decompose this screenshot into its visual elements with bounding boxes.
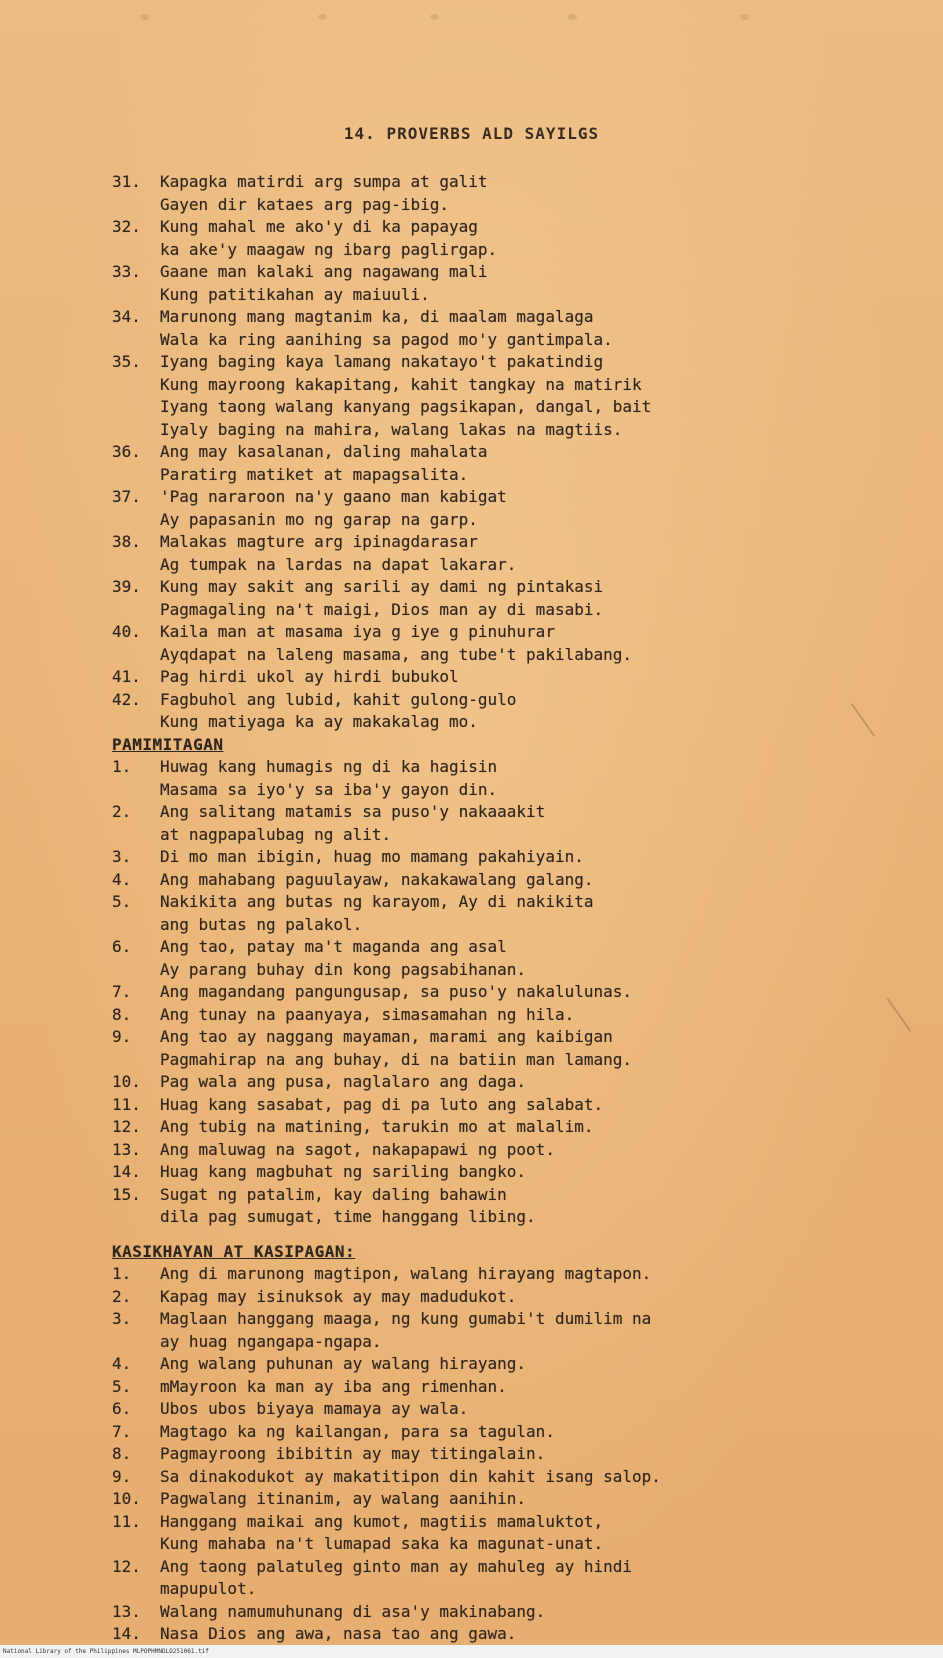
proverb-item bbox=[112, 981, 912, 1004]
proverb-number: 10. bbox=[112, 1489, 141, 1508]
proverb-line: Pagmahirap na ang buhay, di na batiin man lamang. bbox=[160, 1049, 633, 1069]
proverb-line: Kung mahal me ako'y di ka papayag bbox=[160, 217, 478, 236]
proverb-item bbox=[112, 801, 912, 824]
proverb-number: 39. bbox=[112, 577, 141, 596]
proverb-line: Gayen dir kataes arg pag-ibig. bbox=[160, 194, 449, 214]
proverb-line: Ang maluwag na sagot, nakapapawi ng poot. bbox=[160, 1139, 555, 1159]
proverb-line: at nagpapalubag ng alit. bbox=[160, 824, 392, 844]
proverb-item bbox=[112, 1139, 912, 1162]
proverb-number: 6. bbox=[112, 937, 132, 956]
proverb-number: 36. bbox=[112, 442, 141, 461]
proverb-line: Ang di marunong magtipon, walang hirayang magtapon. bbox=[160, 1264, 652, 1283]
proverb-line: Iyang taong walang kanyang pagsikapan, dangal, bait bbox=[160, 397, 652, 416]
proverb-number: 6. bbox=[112, 1399, 132, 1418]
proverb-item bbox=[112, 1308, 912, 1331]
proverb-line: Kung mayroong kakapitang, kahit tangkay na matirik bbox=[160, 374, 642, 394]
proverb-item bbox=[112, 1161, 912, 1184]
staple-hole bbox=[318, 14, 327, 20]
proverb-number: 2. bbox=[112, 1286, 132, 1306]
proverb-line: Fagbuhol ang lubid, kahit gulong-gulo bbox=[160, 689, 517, 709]
proverb-item bbox=[112, 621, 912, 644]
proverb-number: 13. bbox=[112, 1601, 141, 1621]
proverb-number: 7. bbox=[112, 1421, 132, 1441]
proverb-number: 8. bbox=[112, 1004, 132, 1024]
proverb-line: Huag kang magbuhat ng sariling bangko. bbox=[160, 1162, 527, 1181]
proverb-number: 42. bbox=[112, 689, 141, 709]
proverb-line: Ang magandang pangungusap, sa puso'y nakalulunas. bbox=[160, 982, 633, 1001]
proverb-line: Hanggang maikai ang kumot, magtiis mamaluktot, bbox=[160, 1511, 604, 1531]
proverb-item bbox=[112, 1511, 912, 1534]
proverb-item bbox=[112, 1071, 912, 1094]
proverb-item bbox=[112, 1263, 912, 1286]
proverb-number: 11. bbox=[112, 1094, 141, 1114]
proverb-item bbox=[112, 216, 912, 239]
proverb-line: Kung mahaba na't lumapad saka ka magunat-unat. bbox=[160, 1534, 604, 1553]
proverb-number: 13. bbox=[112, 1139, 141, 1159]
proverb-item bbox=[112, 1623, 912, 1646]
proverb-number: 1. bbox=[112, 757, 132, 776]
proverb-line: Kapagka matirdi arg sumpa at galit bbox=[160, 172, 488, 191]
proverb-number: 31. bbox=[112, 172, 141, 191]
proverb-item bbox=[112, 1353, 912, 1376]
proverb-number: 4. bbox=[112, 869, 132, 889]
proverb-item bbox=[112, 1184, 912, 1207]
proverb-number: 11. bbox=[112, 1511, 141, 1531]
proverb-item bbox=[112, 1466, 912, 1489]
proverb-line: Kung patitikahan ay maiuuli. bbox=[160, 284, 430, 304]
proverb-number: 35. bbox=[112, 352, 141, 371]
proverb-number: 33. bbox=[112, 262, 141, 281]
proverb-line: Ag tumpak na lardas na dapat lakarar. bbox=[160, 554, 517, 574]
proverb-item bbox=[112, 1026, 912, 1049]
proverbs-list-c bbox=[112, 1263, 912, 1646]
proverb-line: Ang walang puhunan ay walang hirayang. bbox=[160, 1354, 527, 1373]
staple-hole bbox=[568, 14, 577, 20]
proverb-line: Gaane man kalaki ang nagawang mali bbox=[160, 262, 488, 281]
library-footer: National Library of the Philippines MLPOPHMNDLO251061.tif bbox=[0, 1645, 943, 1658]
proverb-line: Pagwalang itinanim, ay walang aanihin. bbox=[160, 1489, 527, 1508]
proverb-item bbox=[112, 689, 912, 712]
proverb-item bbox=[112, 306, 912, 329]
proverb-line: ay huag ngangapa-ngapa. bbox=[160, 1331, 382, 1351]
proverb-number: 10. bbox=[112, 1072, 141, 1091]
staple-hole bbox=[740, 14, 749, 20]
proverb-number: 34. bbox=[112, 307, 141, 326]
proverb-line: Ang tubig na matining, tarukin mo at malalim. bbox=[160, 1117, 594, 1136]
proverbs-list-b bbox=[112, 756, 912, 1229]
proverb-item bbox=[112, 576, 912, 599]
proverb-line: Maglaan hanggang maaga, ng kung gumabi't dumilim na bbox=[160, 1309, 652, 1328]
proverb-number: 8. bbox=[112, 1444, 132, 1463]
proverb-line: ang butas ng palakol. bbox=[160, 914, 363, 934]
proverb-item bbox=[112, 869, 912, 892]
proverb-number: 3. bbox=[112, 1309, 132, 1328]
proverb-item bbox=[112, 351, 912, 374]
proverb-item bbox=[112, 1488, 912, 1511]
proverb-item bbox=[112, 1601, 912, 1624]
proverb-number: 37. bbox=[112, 487, 141, 506]
proverb-line: Pag wala ang pusa, naglalaro ang daga. bbox=[160, 1072, 527, 1091]
proverb-item bbox=[112, 756, 912, 779]
proverb-item bbox=[112, 171, 912, 194]
proverb-number: 9. bbox=[112, 1027, 132, 1046]
proverb-line: Sa dinakodukot ay makatitipon din kahit isang salop. bbox=[160, 1466, 661, 1486]
section-heading-pamimitagan: PAMIMITAGAN bbox=[112, 734, 224, 754]
proverb-number: 12. bbox=[112, 1117, 141, 1136]
proverb-line: Ang taong palatuleg ginto man ay mahuleg ay hindi bbox=[160, 1556, 633, 1576]
proverb-item bbox=[112, 261, 912, 284]
proverb-item bbox=[112, 1004, 912, 1027]
proverb-line: Pagmagaling na't maigi, Dios man ay di masabi. bbox=[160, 599, 604, 619]
proverb-line: Huag kang sasabat, pag di pa luto ang salabat. bbox=[160, 1094, 604, 1114]
proverb-number: 9. bbox=[112, 1466, 132, 1486]
proverb-line: Malakas magture arg ipinagdarasar bbox=[160, 532, 478, 551]
proverb-number: 7. bbox=[112, 982, 132, 1001]
staple-hole bbox=[430, 14, 439, 20]
proverb-line: Ubos ubos biyaya mamaya ay wala. bbox=[160, 1399, 469, 1418]
proverb-line: 'Pag nararoon na'y gaano man kabigat bbox=[160, 487, 507, 506]
proverb-line: Ang may kasalanan, daling mahalata bbox=[160, 442, 488, 461]
proverb-line: Iyaly baging na mahira, walang lakas na magtiis. bbox=[160, 419, 623, 439]
proverb-line: mapupulot. bbox=[160, 1579, 257, 1598]
proverb-line: Huwag kang humagis ng di ka hagisin bbox=[160, 757, 498, 776]
proverb-number: 1. bbox=[112, 1264, 132, 1283]
proverb-line: Magtago ka ng kailangan, para sa tagulan. bbox=[160, 1421, 555, 1441]
proverb-line: Iyang baging kaya lamang nakatayo't pakatindig bbox=[160, 352, 604, 371]
proverb-number: 15. bbox=[112, 1184, 141, 1204]
proverb-item bbox=[112, 1421, 912, 1444]
proverb-line: Pagmayroong ibibitin ay may titingalain. bbox=[160, 1444, 546, 1463]
proverb-number: 38. bbox=[112, 532, 141, 551]
proverb-item bbox=[112, 846, 912, 869]
proverb-number: 5. bbox=[112, 1376, 132, 1396]
proverb-number: 12. bbox=[112, 1556, 141, 1576]
proverb-number: 2. bbox=[112, 802, 132, 821]
proverbs-content bbox=[112, 171, 912, 1646]
proverb-number: 5. bbox=[112, 892, 132, 911]
proverb-line: Kung may sakit ang sarili ay dami ng pintakasi bbox=[160, 577, 604, 596]
proverb-line: Kung matiyaga ka ay makakalag mo. bbox=[160, 712, 478, 731]
proverb-line: Sugat ng patalim, kay daling bahawin bbox=[160, 1184, 507, 1204]
proverb-line: Ayqdapat na laleng masama, ang tube't pakilabang. bbox=[160, 644, 633, 664]
proverb-item bbox=[112, 441, 912, 464]
proverb-line: Marunong mang magtanim ka, di maalam magalaga bbox=[160, 307, 594, 326]
proverb-line: Ang tao, patay ma't maganda ang asal bbox=[160, 937, 507, 956]
proverb-line: Ay parang buhay din kong pagsabihanan. bbox=[160, 959, 527, 979]
proverb-line: Nakikita ang butas ng karayom, Ay di nakikita bbox=[160, 892, 594, 911]
proverb-item bbox=[112, 486, 912, 509]
proverb-item bbox=[112, 1094, 912, 1117]
proverb-number: 3. bbox=[112, 847, 132, 866]
proverb-item bbox=[112, 531, 912, 554]
proverb-line: Kapag may isinuksok ay may madudukot. bbox=[160, 1286, 517, 1306]
section-heading-kasikhayan: KASIKHAYAN AT KASIPAGAN: bbox=[112, 1241, 356, 1261]
proverb-item bbox=[112, 936, 912, 959]
proverb-number: 4. bbox=[112, 1354, 132, 1373]
proverb-number: 40. bbox=[112, 622, 141, 641]
proverb-item bbox=[112, 1376, 912, 1399]
proverb-line: Kaila man at masama iya g iye g pinuhurar bbox=[160, 622, 555, 641]
proverb-number: 14. bbox=[112, 1624, 141, 1643]
proverb-line: Pag hirdi ukol ay hirdi bubukol bbox=[160, 667, 459, 686]
proverb-line: ka ake'y maagaw ng ibarg paglirgap. bbox=[160, 239, 498, 259]
proverb-number: 41. bbox=[112, 667, 141, 686]
staple-hole bbox=[140, 14, 149, 20]
page-title: 14. PROVERBS ALD SAYILGS bbox=[343, 124, 600, 143]
proverb-number: 32. bbox=[112, 217, 141, 236]
proverb-number: 14. bbox=[112, 1162, 141, 1181]
proverb-line: Di mo man ibigin, huag mo mamang pakahiyain. bbox=[160, 847, 584, 866]
proverb-line: Paratirg matiket at mapagsalita. bbox=[160, 464, 469, 484]
proverb-line: Wala ka ring aanihing sa pagod mo'y gantimpala. bbox=[160, 329, 613, 349]
proverb-item bbox=[112, 891, 912, 914]
proverb-item bbox=[112, 666, 912, 689]
proverb-line: Ang mahabang paguulayaw, nakakawalang galang. bbox=[160, 869, 594, 889]
proverb-item bbox=[112, 1556, 912, 1579]
proverb-line: Masama sa iyo'y sa iba'y gayon din. bbox=[160, 779, 498, 799]
proverb-line: Ang tao ay naggang mayaman, marami ang kaibigan bbox=[160, 1027, 613, 1046]
proverb-item bbox=[112, 1286, 912, 1309]
proverb-item bbox=[112, 1116, 912, 1139]
proverb-line: Walang namumuhunang di asa'y makinabang. bbox=[160, 1601, 546, 1621]
proverb-line: Ay papasanin mo ng garap na garp. bbox=[160, 509, 478, 529]
proverb-line: Ang tunay na paanyaya, simasamahan ng hila. bbox=[160, 1004, 575, 1024]
proverb-line: dila pag sumugat, time hanggang libing. bbox=[160, 1207, 536, 1226]
proverb-line: mMayroon ka man ay iba ang rimenhan. bbox=[160, 1376, 507, 1396]
proverb-item bbox=[112, 1398, 912, 1421]
proverb-line: Ang salitang matamis sa puso'y nakaaakit bbox=[160, 802, 546, 821]
proverbs-list-a bbox=[112, 171, 912, 734]
proverb-item bbox=[112, 1443, 912, 1466]
proverb-line: Nasa Dios ang awa, nasa tao ang gawa. bbox=[160, 1624, 517, 1643]
